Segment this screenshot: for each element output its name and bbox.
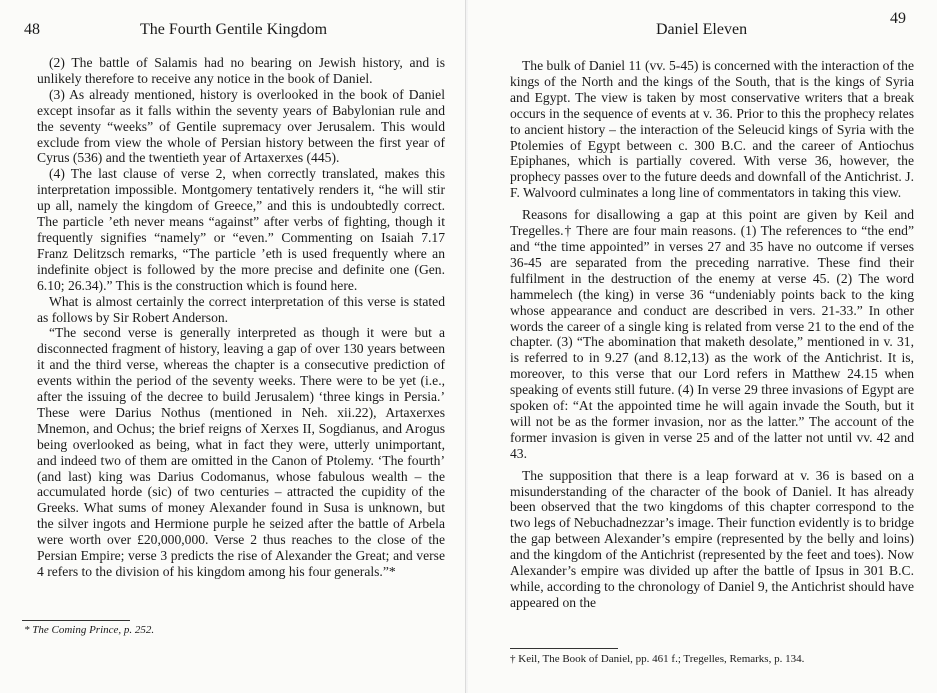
footnote: * The Coming Prince, p. 252. [24, 624, 155, 636]
running-head: The Fourth Gentile Kingdom [140, 21, 328, 38]
footnote: † Keil, The Book of Daniel, pp. 461 f.; Tregelles, Remarks, p. 134. [510, 653, 805, 665]
paragraph: (3) As already mentioned, history is overlooked in the book of Daniel except insofar as it falls within the seventy years of Babylonian rule and the seventy “weeks” of Gentile supremacy over Jerusalem. This would exclude from view the whole of Persian history between the first year of Cyrus (536) and the twentieth year of Artaxerxes (445). [37, 86, 445, 166]
right-page [468, 0, 937, 693]
paragraph: What is almost certainly the correct interpretation of this verse is stated as follows by Sir Robert Anderson. [37, 293, 445, 325]
left-page [0, 0, 466, 693]
paragraph: (2) The battle of Salamis had no bearing on Jewish history, and is unlikely therefore to receive any notice in the book of Daniel. [37, 55, 445, 86]
paragraph: The supposition that there is a leap forward at v. 36 is based on a misunderstanding of the character of the book of Daniel. It has already been observed that the two kingdoms of this chapter correspond to the two legs of Nebuchadnezzar’s image. Their function evidently is to bridge the gap between Alexander’s empire (represented by the belly and loins) and the kingdom of the Antichrist (represented by the feet and toes). Now Alexander’s empire was divided up after the battle of Ipsus in 301 B.C. while, according to the chronology of Daniel 9, the Antichrist should have appeared on the [510, 467, 914, 610]
running-head: Daniel Eleven [656, 21, 748, 38]
footnote-rule [510, 648, 618, 649]
page-body [510, 58, 914, 611]
page-number: 49 [890, 10, 906, 27]
page-body [37, 55, 445, 580]
paragraph: Reasons for disallowing a gap at this point are given by Keil and Tregelles.† There are four main reasons. (1) The references to “the end” and “the time appointed” in verses 27 and 35 have no outcome if verses 36-45 are separated from the preceding narrative. These find their fulfilment in the destruction of the enemy at verse 45. (2) The word hammelech (the king) in verse 36 “undeniably points back to the king whose appearance and conduct are described in vers. 21-33.” In other words the career of a single king is related from verse 21 to the end of the chapter. (3) “The abomination that maketh desolate,” mentioned in v. 31, is referred to in 9.27 (and 8.12,13) as the work of the Antichrist. It is, moreover, to this verse that our Lord refers in Matthew 24.15 when speaking of events still future. (4) In verse 29 three invasions of Egypt are spoken of: “At the appointed time he will again invade the South, but it will not be as the former invasion, nor as the latter.” The account of the former invasion is given in verse 25 and of the latter not until vv. 42 and 43. [510, 207, 914, 461]
block-quote: “The second verse is generally interpreted as though it were but a disconnected fragment of history, leaving a gap of over 130 years between it and the third verse, whereas the chapter is a consecutive prediction of events within the period of the seventy weeks. There were to be yet (i.e., after the issuing of the decree to build Jerusalem) ‘three kings in Persia.’ These were Darius Nothus (mentioned in Neh. xii.22), Artaxerxes Mnemon, and Ochus; the brief reigns of Xerxes II, Sogdianus, and Arogus being overlooked as being, what in fact they were, utterly unimportant, and indeed two of them are omitted in the Canon of Ptolemy. ‘The fourth’ (and last) king was Darius Codomanus, whose fabulous wealth – the accumulated horde (sic) of two centuries – attracted the cupidity of the Greeks. What sums of money Alexander found in Susa is unknown, but the silver ingots and Hermione purple he seized after the battle of Arbela were worth over £20,000,000. Verse 2 thus reaches to the close of the Persian Empire; verse 3 predicts the rise of Alexander the Great; and verse 4 refers to the division of his kingdom among his four generals.”* [37, 325, 445, 579]
paragraph: (4) The last clause of verse 2, when correctly translated, makes this interpretation impossible. Montgomery tentatively renders it, “he will stir up all, namely the kingdom of Greece,” and this is undoubtedly correct. The particle ’eth never means “against” after verbs of fighting, though it frequently signifies “namely” or “even.” Commenting on Isaiah 7.17 Franz Delitzsch remarks, “The particle ’eth is used frequently where an indefinite object is followed by the more precise and definite one (Gen. 6.10; 26.34).” This is the construction which is found here. [37, 166, 445, 293]
footnote-rule [22, 620, 130, 621]
paragraph: The bulk of Daniel 11 (vv. 5-45) is concerned with the interaction of the kings of the North and the kings of the South, that is the kings of Syria and Egypt. The view is taken by most conservative writers that a break occurs in the sequence of events at v. 36. Prior to this the prophecy relates to ancient history – the interaction of the Seleucid kings of Syria with the Ptolemies of Egypt between c. 300 B.C. and the career of Antiochus Epiphanes, which is partially covered. With verse 36, however, the prophecy passes over to the future deeds and downfall of the Antichrist. J. F. Walvoord culminates a long line of commentators in taking this view. [510, 58, 914, 201]
page-number: 48 [24, 21, 40, 38]
